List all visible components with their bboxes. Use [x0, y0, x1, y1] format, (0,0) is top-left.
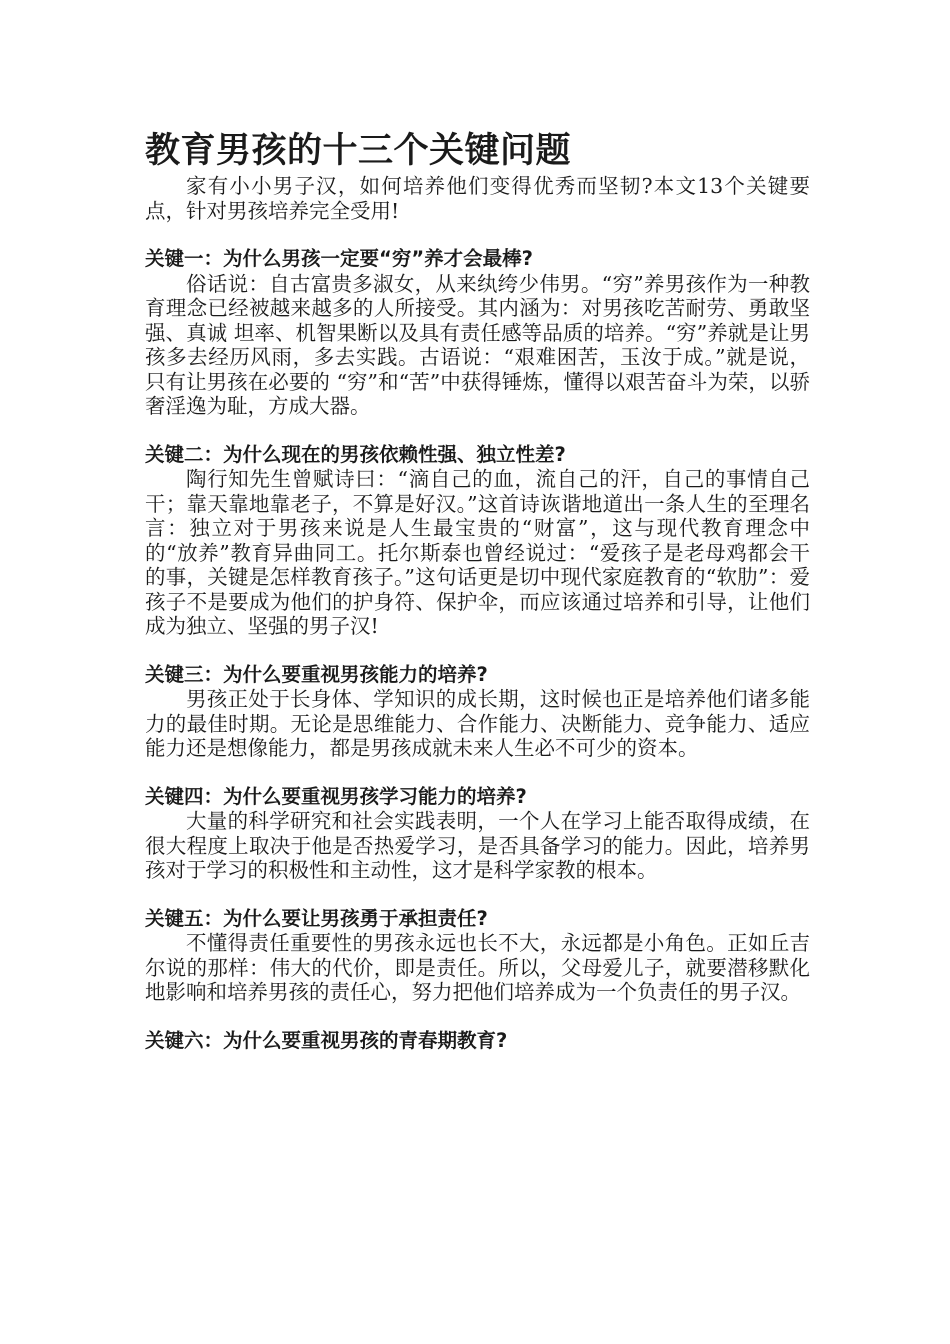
section-1	[145, 247, 810, 419]
section-3	[145, 663, 810, 761]
section-body: 男孩正处于长身体、学知识的成长期，这时候也正是培养他们诸多能力的最佳时期。无论是思维能力、合作能力、决断能力、竞争能力、适应能力还是想像能力，都是男孩成就未来人生必不可少的资本。	[145, 687, 810, 760]
document-page	[145, 128, 810, 1053]
section-body: 俗话说：自古富贵多淑女，从来纨绔少伟男。“穷”养男孩作为一种教育理念已经被越来越多的人所接受。其内涵为：对男孩吃苦耐劳、勇敢坚强、真诚 坦率、机智果断以及具有责任感等品质的培养。“穷”养就是让男孩多去经历风雨，多去实践。古语说：“艰难困苦，玉汝于成。”就是说，只有让男孩在必要的 “穷”和“苦”中获得锤炼，懂得以艰苦奋斗为荣，以骄奢淫逸为耻，方成大器。	[145, 271, 810, 418]
section-4	[145, 785, 810, 883]
section-heading: 关键三：为什么要重视男孩能力的培养?	[145, 662, 488, 686]
section-body: 大量的科学研究和社会实践表明，一个人在学习上能否取得成绩，在很大程度上取决于他是否热爱学习，是否具备学习的能力。因此，培养男孩对于学习的积极性和主动性，这才是科学家教的根本。	[145, 809, 810, 882]
section-6	[145, 1029, 810, 1054]
section-heading: 关键五：为什么要让男孩勇于承担责任?	[145, 906, 488, 930]
section-body: 不懂得责任重要性的男孩永远也长不大，永远都是小角色。正如丘吉尔说的那样：伟大的代价，即是责任。所以，父母爱儿子，就要潜移默化地影响和培养男孩的责任心，努力把他们培养成为一个负责任的男子汉。	[145, 931, 810, 1004]
section-5	[145, 907, 810, 1005]
document-title: 教育男孩的十三个关键问题	[145, 131, 572, 171]
section-2	[145, 443, 810, 639]
section-heading: 关键二：为什么现在的男孩依赖性强、独立性差?	[145, 442, 566, 466]
section-heading: 关键四：为什么要重视男孩学习能力的培养?	[145, 784, 527, 808]
section-heading: 关键六：为什么要重视男孩的青春期教育?	[145, 1028, 508, 1052]
section-heading: 关键一：为什么男孩一定要“穷”养才会最棒?	[145, 247, 533, 270]
section-body: 陶行知先生曾赋诗曰：“滴自己的血，流自己的汗，自己的事情自己干；靠天靠地靠老子，不算是好汉。”这首诗诙谐地道出一条人生的至理名言：独立对于男孩来说是人生最宝贵的“财富”，这与现代教育理念中的“放养”教育异曲同工。托尔斯泰也曾经说过：“爱孩子是老母鸡都会干的事，关键是怎样教育孩子。”这句话更是切中现代家庭教育的“软肋”：爱孩子不是要成为他们的护身符、保护伞，而应该通过培养和引导，让他们成为独立、坚强的男子汉!	[145, 467, 810, 638]
intro-paragraph: 家有小小男子汉，如何培养他们变得优秀而坚韧?本文13个关键要点，针对男孩培养完全受用!	[145, 174, 810, 223]
